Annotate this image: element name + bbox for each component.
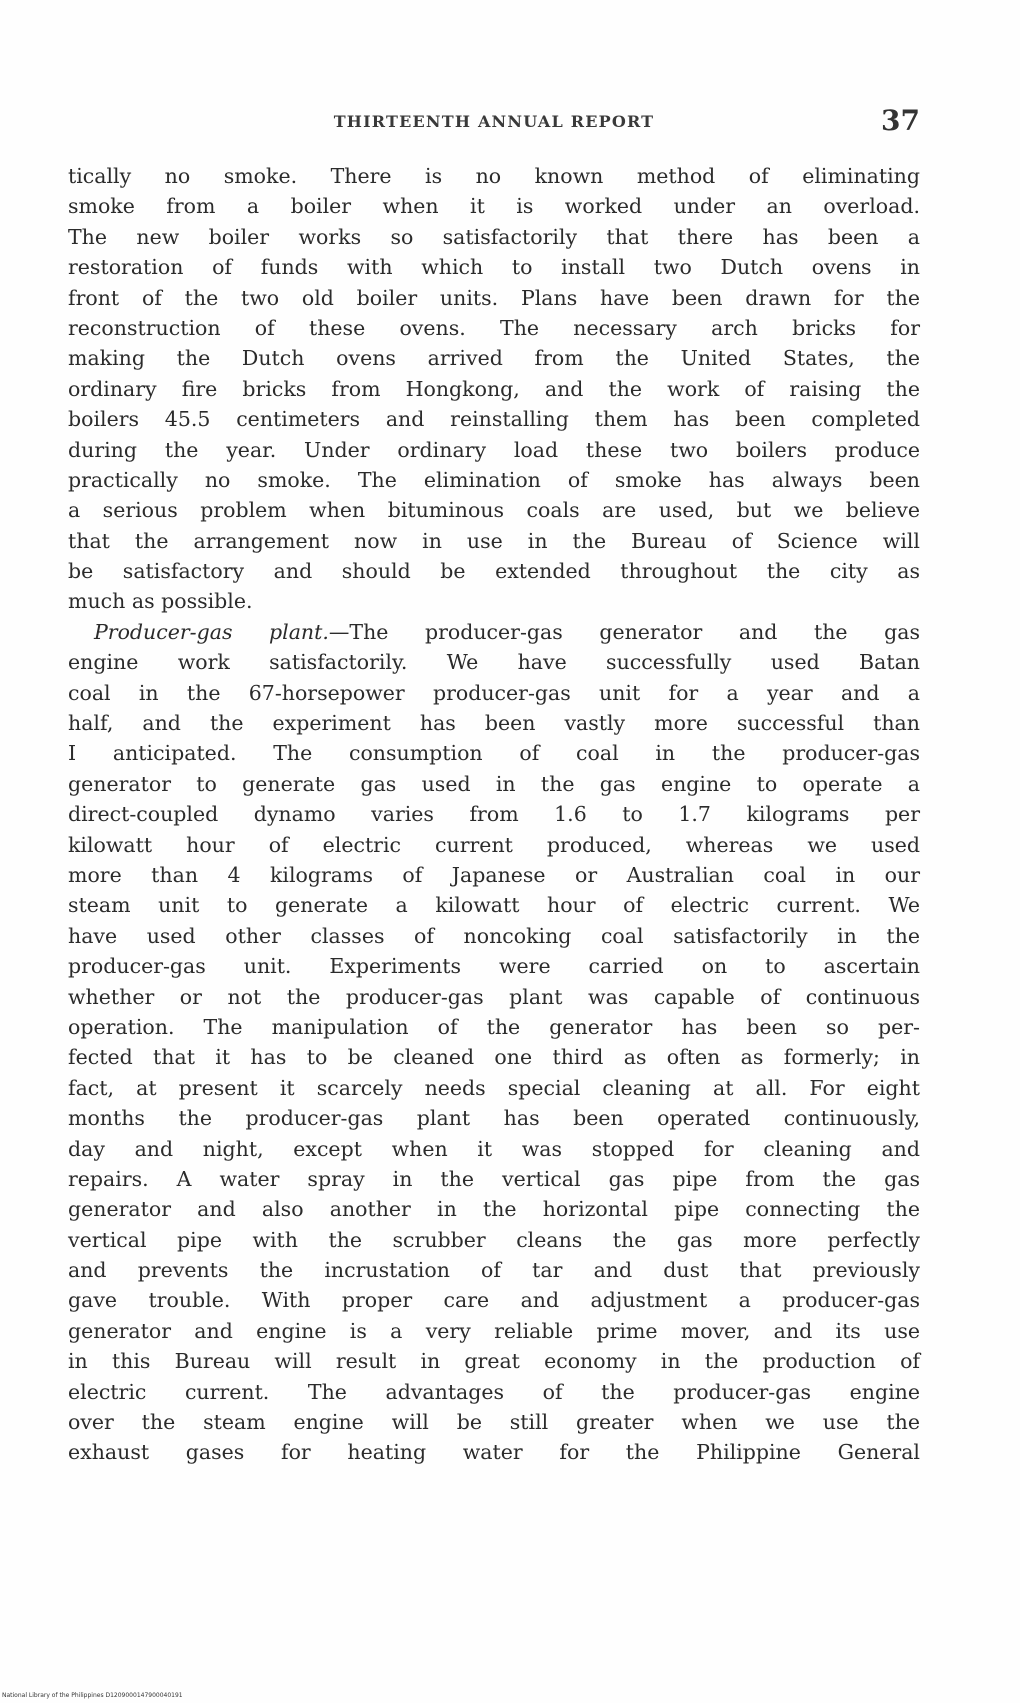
text-line: ordinary fire bricks from Hongkong, and the work of raising the: [68, 376, 920, 401]
text-line: gave trouble. With proper care and adjustment a producer-gas: [68, 1288, 920, 1313]
text-line: more than 4 kilograms of Japanese or Australian coal in our: [68, 862, 920, 887]
text-line: engine work satisfactorily. We have successfully used Batan: [68, 650, 920, 675]
running-head: THIRTEENTH ANNUAL REPORT: [333, 112, 655, 131]
paragraph-smoke: [68, 161, 920, 617]
text-line: day and night, except when it was stopped for cleaning and: [68, 1136, 920, 1161]
text-line: exhaust gases for heating water for the Philippine General: [68, 1440, 920, 1465]
text-line: reconstruction of these ovens. The necessary arch bricks for: [68, 315, 920, 340]
text-line: in this Bureau will result in great economy in the production of: [68, 1349, 920, 1374]
text-line: vertical pipe with the scrubber cleans the gas more perfectly: [68, 1227, 920, 1252]
text-line: have used other classes of noncoking coal satisfactorily in the: [68, 923, 920, 948]
text-line: half, and the experiment has been vastly more successful than: [68, 711, 920, 736]
text-line: that the arrangement now in use in the Bureau of Science will: [68, 528, 920, 553]
text-line: front of the two old boiler units. Plans have been drawn for the: [68, 285, 920, 310]
text-line: fact, at present it scarcely needs special cleaning at all. For eight: [68, 1075, 920, 1100]
text-line: kilowatt hour of electric current produced, whereas we used: [68, 832, 920, 857]
page-number: 37: [881, 104, 920, 137]
text-line: repairs. A water spray in the vertical gas pipe from the gas: [68, 1166, 920, 1191]
text-line: [68, 617, 920, 647]
text-line: generator and engine is a very reliable prime mover, and its use: [68, 1318, 920, 1343]
text-line: restoration of funds with which to install two Dutch ovens in: [68, 255, 920, 280]
text-line: steam unit to generate a kilowatt hour of electric current. We: [68, 893, 920, 918]
text-line: fected that it has to be cleaned one third as often as formerly; in: [68, 1045, 920, 1070]
scan-watermark: National Library of the Philippines D1209000147900040191: [2, 1692, 183, 1699]
text-line: electric current. The advantages of the producer-gas engine: [68, 1379, 920, 1404]
text-line: and prevents the incrustation of tar and dust that previously: [68, 1258, 920, 1283]
text-line: making the Dutch ovens arrived from the United States, the: [68, 346, 920, 371]
text-line: be satisfactory and should be extended throughout the city as: [68, 559, 920, 584]
text-line: tically no smoke. There is no known method of eliminating: [68, 164, 920, 188]
text-line: operation. The manipulation of the generator has been so per-: [68, 1014, 920, 1039]
text-line: boilers 45.5 centimeters and reinstalling them has been completed: [68, 407, 920, 432]
text-line: over the steam engine will be still greater when we use the: [68, 1410, 920, 1435]
text-line: smoke from a boiler when it is worked under an overload.: [68, 194, 920, 219]
text-line: much as possible.: [68, 589, 253, 614]
text-line: generator and also another in the horizontal pipe connecting the: [68, 1197, 920, 1222]
text-line: practically no smoke. The elimination of smoke has always been: [68, 467, 920, 492]
text-line: during the year. Under ordinary load these two boilers produce: [68, 437, 920, 462]
text-line: direct-coupled dynamo varies from 1.6 to 1.7 kilograms per: [68, 802, 920, 827]
text-line: The new boiler works so satisfactorily that there has been a: [68, 224, 920, 249]
text-line: I anticipated. The consumption of coal in the producer-gas: [68, 741, 920, 766]
body-text: [68, 161, 920, 1468]
heading-continuation: —The producer-gas generator and the gas: [328, 619, 920, 644]
text-line: months the producer-gas plant has been operated continuously,: [68, 1106, 920, 1131]
text-line: producer-gas unit. Experiments were carried on to ascertain: [68, 954, 920, 979]
section-heading: Producer-gas plant.: [94, 619, 329, 644]
text-line: whether or not the producer-gas plant was capable of continuous: [68, 984, 920, 1009]
page-header: [68, 104, 920, 148]
text-line: a serious problem when bituminous coals are used, but we believe: [68, 498, 920, 523]
text-line: generator to generate gas used in the gas engine to operate a: [68, 771, 920, 796]
paragraph-producer-gas: [68, 617, 920, 1468]
text-line: coal in the 67-horsepower producer-gas unit for a year and a: [68, 680, 920, 705]
